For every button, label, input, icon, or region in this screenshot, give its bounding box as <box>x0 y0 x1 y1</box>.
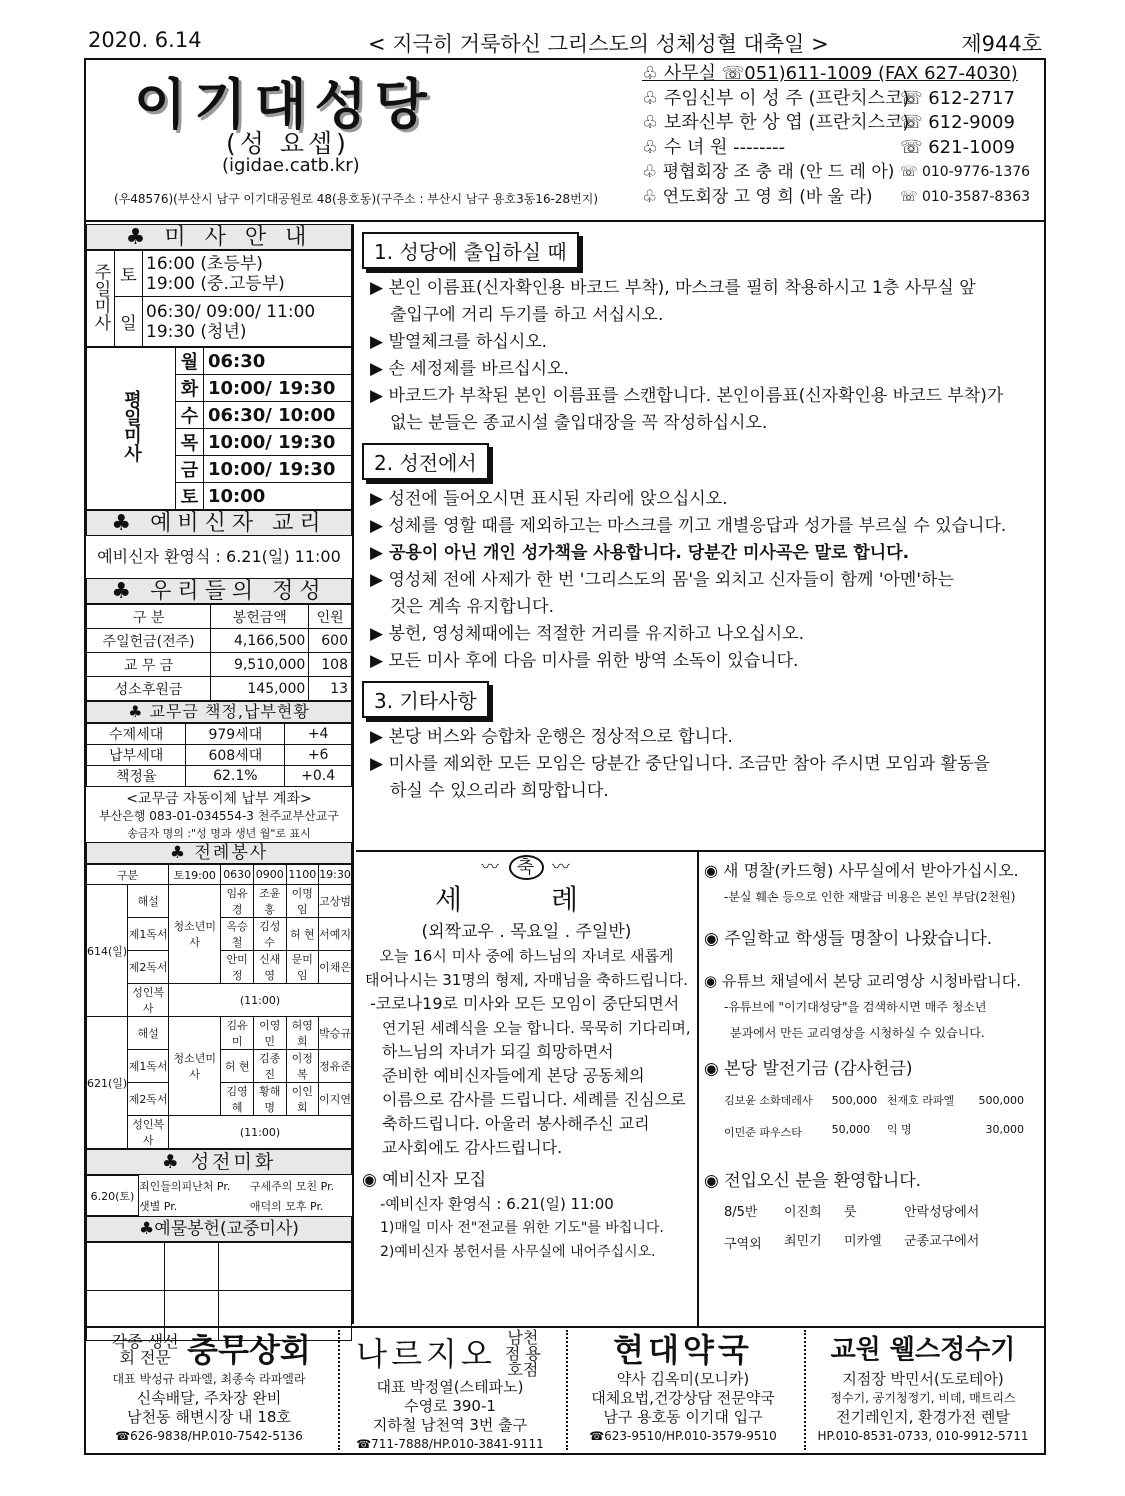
section-2-tag: 2. 성전에서 <box>362 443 489 480</box>
line: 축하드립니다. 아울러 봉사해주신 교리 <box>382 1114 650 1133</box>
cell: 최민기 <box>784 1234 822 1249</box>
cell: 제2독서 <box>128 1083 169 1116</box>
ad-line: ☎626-9838/HP.010-7542-5136 <box>115 1429 303 1443</box>
cell: 황해명 <box>253 1083 286 1116</box>
website[interactable]: (igidae.catb.kr) <box>222 155 360 176</box>
account-title: <교무금 자동이체 납부 계좌> <box>126 791 312 807</box>
notice: ◉ 새 명찰(카드형) 사무실에서 받아가십시오. <box>704 861 1019 880</box>
line: ▶ 성체를 영할 때를 제외하고는 마스크를 끼고 개별응답과 성가를 부르실 수 있습니다. <box>370 516 1007 536</box>
mass-table <box>86 250 352 347</box>
cell: 수제세대 <box>87 724 186 745</box>
line: 태어나시는 31명의 형제, 자매님을 축하드립니다. <box>364 971 688 989</box>
cell: 허 현 <box>221 1050 254 1083</box>
line: ▶ 모든 미사 후에 다음 미사를 위한 방역 소독이 있습니다. <box>370 651 799 671</box>
notice: ◉ 주일학교 학생들 명찰이 나왔습니다. <box>704 929 993 949</box>
cell: +6 <box>285 745 352 766</box>
cell: 주일헌금(전주) <box>87 629 211 653</box>
beauty-table <box>86 1175 352 1216</box>
day-time: 10:00 <box>204 483 352 510</box>
weekday-table <box>86 347 352 510</box>
day-time: 10:00/ 19:30 <box>204 429 352 456</box>
cell: (11:00) <box>169 984 352 1017</box>
sun-label: 일 <box>115 297 143 347</box>
line: 이름으로 감사를 드립니다. 세례를 진심으로 <box>382 1090 686 1109</box>
offering-table <box>86 604 352 701</box>
cell: 해설 <box>128 885 169 918</box>
line: ▶ 봉헌, 영성체때에는 적절한 거리를 유지하고 나오십시오. <box>370 624 805 644</box>
day: 수 <box>176 402 204 429</box>
line: -예비신자 환영식 : 6.21(일) 11:00 <box>380 1195 614 1213</box>
notice-sub: -분실 훼손 등으로 인한 재발급 비용은 본인 부담(2천원) <box>724 890 1016 904</box>
cell: 청소년미사 <box>169 885 221 984</box>
cell: +4 <box>285 724 352 745</box>
catechism-text: 예비신자 환영식 : 6.21(일) 11:00 <box>97 547 341 566</box>
dues-table <box>86 723 352 787</box>
ads-bar <box>86 1326 1044 1453</box>
section-1 <box>370 275 1044 437</box>
cell: 성인복사 <box>128 1116 169 1149</box>
day: 목 <box>176 429 204 456</box>
baptism-title: 세 례 <box>435 883 618 916</box>
cell: 김유미 <box>221 1017 254 1050</box>
day-time: 10:00/ 19:30 <box>204 456 352 483</box>
cell: 김종진 <box>253 1050 286 1083</box>
line: 오늘 16시 미사 중에 하느님의 자녀로 새롭게 <box>379 947 674 965</box>
ad-name: 교원 웰스정수기 <box>830 1335 1016 1365</box>
cell: 이명임 <box>286 885 319 918</box>
line: 준비한 예비신자들에게 본당 공동체의 <box>382 1066 645 1085</box>
baptism-sub: (외짝교우 . 목요일 . 주일반) <box>421 922 632 942</box>
notice-sub: 분과에서 만든 교리영상을 시청하실 수 있습니다. <box>730 1026 985 1040</box>
cell: 62.1% <box>186 766 285 787</box>
cell: 621(일) <box>87 1017 128 1149</box>
ad-narzio <box>338 1330 560 1450</box>
sat-label: 토 <box>115 251 143 297</box>
sun-times: 06:30/ 09:00/ 11:00 19:30 (청년) <box>143 297 352 347</box>
patron: (성 요셉) <box>226 129 350 158</box>
day-time: 06:30 <box>204 348 352 375</box>
ad-line: 전기레인지, 환경가전 렌탈 <box>836 1408 1010 1426</box>
notice: ◉ 본당 발전기금 (감사헌금) <box>704 1059 913 1079</box>
cell: 구세주의 모친 Pr. <box>249 1179 335 1193</box>
line: 1)매일 미사 전"전교를 위한 기도"를 바칩니다. <box>380 1220 664 1236</box>
cell: 50,000 <box>831 1123 871 1136</box>
ad-line: 지점장 박민서(도로테아) <box>842 1370 1004 1388</box>
section-1-tag: 1. 성당에 출입하실 때 <box>362 232 579 269</box>
cell: 김성수 <box>253 918 286 951</box>
day: 토 <box>176 483 204 510</box>
contact-pastor: ♧ 주임신부 이 성 주 (프란치스코) ☏ 612-2717 <box>642 87 1015 109</box>
cell: 979세대 <box>186 724 285 745</box>
ad-line: 지하철 남천역 3번 출구 <box>372 1416 528 1434</box>
ad-line: 대표 박성규 라파엘, 최종숙 라파엘라 <box>112 1372 306 1386</box>
ad-name: 나르지오 <box>356 1335 496 1373</box>
ad-line: 남천동 해변시장 내 18호 <box>127 1408 291 1426</box>
col-head: 인원 <box>309 605 352 629</box>
donors-table <box>724 1088 1024 1146</box>
cell: 문미임 <box>286 951 319 984</box>
cell: 옥승철 <box>221 918 254 951</box>
line: ▶ 본인 이름표(신자확인용 바코드 부착), 마스크를 필히 착용하시고 1층 사무실 앞 <box>370 278 976 298</box>
header <box>86 60 1044 222</box>
ad-line: 약사 김옥미(모니카) <box>616 1370 750 1388</box>
cell: 성인복사 <box>128 984 169 1017</box>
cell: 0900 <box>253 865 286 885</box>
line: ▶ 미사를 제외한 모든 모임은 당분간 중단입니다. 조금만 참아 주시면 모임과 활동을 <box>370 754 990 774</box>
beauty-title: ♣ 성전미화 <box>86 1149 352 1175</box>
cell: 서예지 <box>319 918 352 951</box>
cell: 6.20(토) <box>87 1176 139 1216</box>
top-line <box>88 28 1046 56</box>
cell: 500,000 <box>831 1094 878 1107</box>
cell: 안락성당에서 <box>904 1205 980 1220</box>
day-time: 10:00/ 19:30 <box>204 375 352 402</box>
lower-divider <box>356 850 1044 852</box>
line: 교사회에도 감사드립니다. <box>382 1138 563 1157</box>
cell: 군종교구에서 <box>904 1234 980 1249</box>
contact-office: ♧ 사무실 ☏051)611-1009 (FAX 627-4030) <box>642 63 1018 84</box>
cell: 구역외 <box>724 1237 762 1252</box>
cell: 애덕의 모후 Pr. <box>249 1199 324 1213</box>
cell: 이정복 <box>286 1050 319 1083</box>
cell: 성소후원금 <box>87 677 211 701</box>
cell: (11:00) <box>169 1116 352 1149</box>
ad-line: 남구 용호동 이기대 입구 <box>603 1408 763 1426</box>
cell: 안미정 <box>221 951 254 984</box>
line: -코로나19로 미사와 모든 모임이 중단되면서 <box>370 994 680 1013</box>
line: 2)예비신자 봉헌서를 사무실에 내어주십시오. <box>380 1244 656 1260</box>
day-time: 06:30/ 10:00 <box>204 402 352 429</box>
cell: +0.4 <box>285 766 352 787</box>
ad-pre: 각종 생선회 전문 <box>111 1332 179 1367</box>
contact-assistant: ♧ 보좌신부 한 상 엽 (프란치스코) ☏ 612-9009 <box>642 112 1015 133</box>
date: 2020. 6.14 <box>88 28 202 52</box>
cell: 박승규 <box>319 1017 352 1050</box>
offering-title: ♣ 우리들의 정성 <box>86 578 352 604</box>
contacts <box>642 62 1042 209</box>
notice-sub: -유튜브에 "이기대성당"을 검색하시면 매주 청소년 <box>724 1000 987 1014</box>
cell: 납부세대 <box>87 745 186 766</box>
cell: 교 무 금 <box>87 653 211 677</box>
cell: 108 <box>309 653 352 677</box>
ad-line: 수영로 390-1 <box>404 1397 496 1415</box>
ad-pharmacy <box>566 1330 798 1450</box>
cell: 614(일) <box>87 885 128 1017</box>
contact-convent: ♧ 수 녀 원 -------- ☏ 621-1009 <box>642 136 1015 158</box>
ad-line: HP.010-8531-0733, 010-9912-5711 <box>817 1429 1029 1443</box>
col-head: 봉헌금액 <box>211 605 309 629</box>
dues-title: ♣ 교무금 책정,납부현황 <box>86 701 352 723</box>
line: 하실 수 있으리라 희망합니다. <box>390 781 609 801</box>
cell: 이지연 <box>319 1083 352 1116</box>
ad-name: 충무상회 <box>187 1331 311 1369</box>
cell: 익 명 <box>886 1123 912 1136</box>
sunday-label: 주일미사 <box>87 251 115 347</box>
day: 금 <box>176 456 204 483</box>
catechism-title: ♣ 예비신자 교리 <box>86 510 352 536</box>
emblem: 〰 축 〰 <box>481 857 572 878</box>
section-3-tag: 3. 기타사항 <box>362 681 489 718</box>
cell: 8/5반 <box>724 1205 758 1220</box>
sat-times: 16:00 (초등부) 19:00 (중.고등부) <box>143 251 352 297</box>
cell: 145,000 <box>211 677 309 701</box>
newcomers-table <box>724 1200 1024 1258</box>
line: ▶ 성전에 들어오시면 표시된 자리에 앉으십시오. <box>370 489 728 509</box>
day: 월 <box>176 348 204 375</box>
service-table <box>86 864 352 1149</box>
lower-vertical-divider <box>697 850 699 1326</box>
weekday-label: 평일미사 <box>87 348 176 510</box>
ad-pre: 남천점 용호점 <box>504 1328 541 1379</box>
cell: 정유준 <box>319 1050 352 1083</box>
ad-line: 대표 박정열(스테파노) <box>376 1378 524 1396</box>
cell: 허 현 <box>286 918 319 951</box>
baptism-box <box>358 856 695 1264</box>
cell: 이영민 <box>253 1017 286 1050</box>
cell: 김보윤 소화데레사 <box>724 1094 813 1107</box>
line: 하느님의 자녀가 되길 희망하면서 <box>382 1042 614 1061</box>
cell: 제1독서 <box>128 1050 169 1083</box>
left-column <box>86 224 354 1324</box>
account-note: 송금자 명의 :"성 명과 생년 월"로 표시 <box>127 827 311 840</box>
ad-line: ☎623-9510/HP.010-3579-9510 <box>589 1429 777 1443</box>
cell: 이민준 파우스타 <box>724 1126 802 1139</box>
ad-chungmu <box>86 1330 332 1450</box>
cell: 0630 <box>221 865 254 885</box>
cell: 제2독서 <box>128 951 169 984</box>
line: 것은 계속 유지합니다. <box>390 597 555 617</box>
cell: 600 <box>309 629 352 653</box>
line: 출입구에 거리 두기를 하고 서십시오. <box>390 305 664 325</box>
line: ▶ 발열체크를 하십시오. <box>370 332 548 352</box>
cell: 구분 <box>87 865 169 885</box>
section-3 <box>370 724 1044 805</box>
cell: 죄인들의피난처 Pr. <box>139 1179 231 1193</box>
cell: 샛별 Pr. <box>139 1199 178 1213</box>
cell: 허영희 <box>286 1017 319 1050</box>
cell: 룻 <box>844 1205 857 1220</box>
line: ▶ 손 세정제를 바르십시오. <box>370 359 569 379</box>
ad-name: 현대약국 <box>613 1331 753 1369</box>
cell: 해설 <box>128 1017 169 1050</box>
cell: 제1독서 <box>128 918 169 951</box>
cell: 책정율 <box>87 766 186 787</box>
col-head: 구 분 <box>87 605 211 629</box>
line: ▶ 공용이 아닌 개인 성가책을 사용합니다. 당분간 미사곡은 말로 합니다. <box>370 543 910 563</box>
cell: 임유경 <box>221 885 254 918</box>
ad-line: 정수기, 공기청정기, 비데, 매트리스 <box>830 1391 1016 1405</box>
ad-line: 대체요법,건강상담 전문약국 <box>591 1389 775 1407</box>
notice: ◉ 전입오신 분을 환영합니다. <box>704 1171 922 1191</box>
notices <box>704 858 1040 1258</box>
cell: 608세대 <box>186 745 285 766</box>
line: 없는 분들은 종교시설 출입대장을 꼭 작성하십시오. <box>390 413 768 433</box>
line: ▶ 영성체 전에 사제가 한 번 '그리스도의 몸'을 외치고 신자들이 함께 '아멘'하는 <box>370 570 954 590</box>
cell: 19:30 <box>319 865 352 885</box>
gift-title: ♣예물봉헌(교중미사) <box>86 1216 352 1242</box>
service-title: ♣ 전례봉사 <box>86 842 352 864</box>
cell: 이진희 <box>784 1205 822 1220</box>
cell: 신새영 <box>253 951 286 984</box>
cell: 30,000 <box>985 1123 1024 1136</box>
address: (우48576)(부산시 남구 이기대공원로 48(용호동)(구주소 : 부산시 남구 용호3동16-28번지) <box>114 192 599 206</box>
contact-council: ♧ 평협회장 조 충 래 (안 드 레 아) ☏ 010-9776-1376 <box>642 162 1031 182</box>
account-info <box>86 787 352 842</box>
line: ▶ 바코드가 부착된 본인 이름표를 스캔합니다. 본인이름표(신자확인용 바코드 부착)가 <box>370 386 1004 406</box>
line: 연기된 세례식을 오늘 합니다. 묵묵히 기다리며, <box>382 1019 691 1037</box>
cell: 고상범 <box>319 885 352 918</box>
church-name: 이기대성당 <box>134 73 435 136</box>
notice: ◉ 유튜브 채널에서 본당 교리영상 시청바랍니다. <box>704 972 1022 990</box>
cell: 조윤홍 <box>253 885 286 918</box>
ad-line: 신속배달, 주차장 완비 <box>136 1389 282 1407</box>
cell: 토19:00 <box>169 865 221 885</box>
contact-funeral: ♧ 연도회장 고 영 희 (바 울 라) ☏ 010-3587-8363 <box>642 186 1031 207</box>
cell: 이채은 <box>319 951 352 984</box>
cell: 4,166,500 <box>211 629 309 653</box>
cell: 천재호 라파엘 <box>886 1094 955 1107</box>
ad-line: ☎711-7888/HP.010-3841-9111 <box>356 1437 544 1451</box>
line: ▶ 본당 버스와 승합차 운행은 정상적으로 합니다. <box>370 727 733 747</box>
right-column <box>356 224 1044 805</box>
cell: 미카엘 <box>844 1234 882 1249</box>
section-2 <box>370 486 1044 675</box>
cell: 9,510,000 <box>211 653 309 677</box>
cell: 청소년미사 <box>169 1017 221 1116</box>
ad-purifier <box>804 1330 1040 1450</box>
mass-title: ♣ 미 사 안 내 <box>86 224 352 250</box>
cell: 김영혜 <box>221 1083 254 1116</box>
cell: 1100 <box>286 865 319 885</box>
cell: 500,000 <box>978 1094 1024 1107</box>
feast-title: < 지극히 거룩하신 그리스도의 성체성혈 대축일 > <box>368 32 829 56</box>
day: 화 <box>176 375 204 402</box>
cell: 이인회 <box>286 1083 319 1116</box>
account-number: 부산은행 083-01-034554-3 천주교부산교구 <box>99 809 339 823</box>
recruit-title: ◉ 예비신자 모집 <box>362 1170 487 1190</box>
cell: 13 <box>309 677 352 701</box>
issue-number: 제944호 <box>961 32 1042 56</box>
